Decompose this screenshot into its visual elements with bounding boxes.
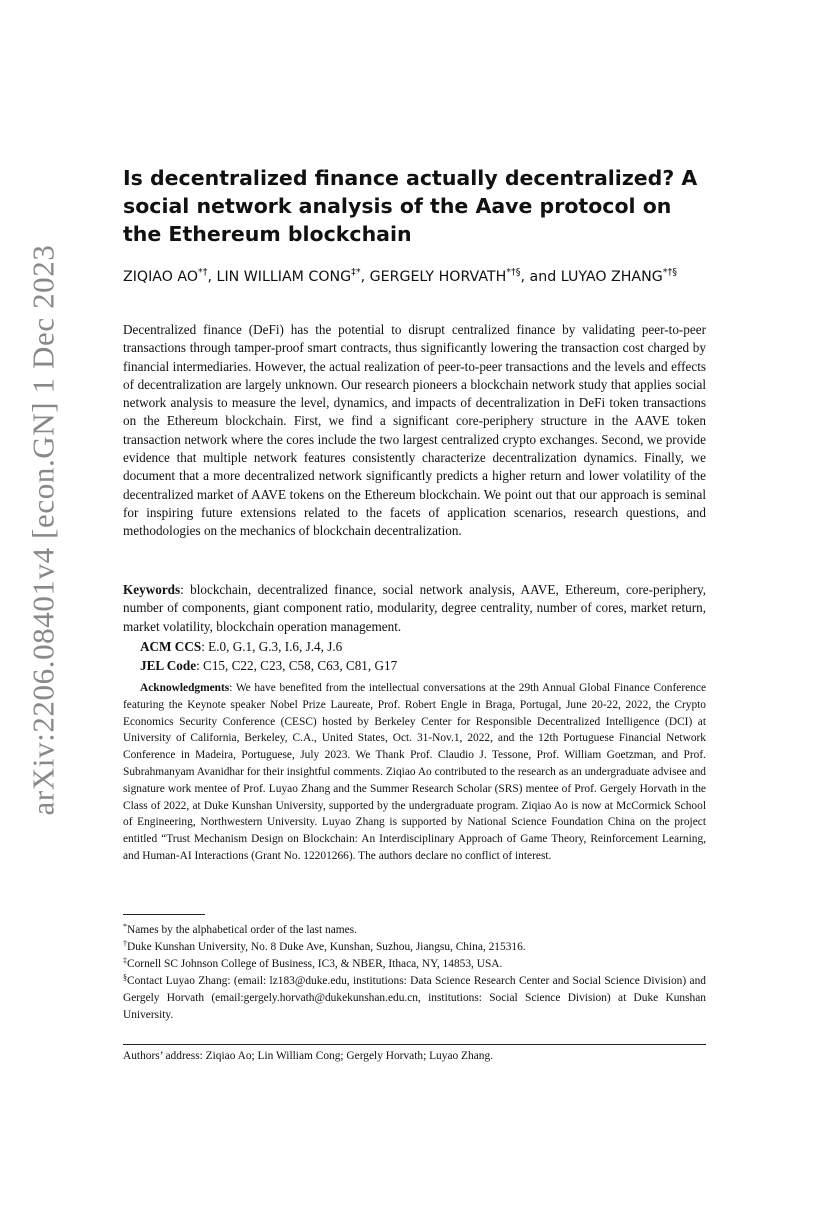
jel-code bbox=[140, 657, 397, 675]
author-name: GERGELY HORVATH bbox=[369, 269, 507, 285]
author-name: LIN WILLIAM CONG bbox=[216, 269, 352, 285]
author-name: ZIQIAO AO bbox=[123, 269, 199, 285]
keywords-text: : blockchain, decentralized finance, social network analysis, AAVE, Ethereum, core-periphery, number of components, giant component ratio, modularity, degree centrality, number of cores, market return, market volatility, blockchain operation management. bbox=[123, 582, 706, 634]
keywords bbox=[123, 581, 706, 636]
footnote bbox=[123, 922, 706, 939]
author-affiliation-marks: *† bbox=[198, 267, 208, 278]
acknowledgments-text: : We have benefited from the intellectual conversations at the 29th Annual Global Finance Conference featuring the Keynote speaker Nobel Prize Laureate, Prof. Robert Engle in Braga, Portugal, June 20-22, 2022, the Crypto Economics Security Conference (CESC) hosted by Berkeley Center for Responsible Decentralized Intelligence (DCI) at University of California, Berkeley, C.A., United States, Oct. 31-Nov.1, 2022, and the 12th Portuguese Financial Network Conference in Madeira, Portuguese, July 2023. We Thank Prof. Claudio J. Tessone, Prof. William Goetzman, and Prof. Subrahmanyam Avanidhar for their insightful comments. Ziqiao Ao contributed to the research as an undergraduate advisee and signature work mentee of Prof. Luyao Zhang and the Summer Research Scholar (SRS) mentee of Prof. Gergely Horvath in the Class of 2022, at Duke Kunshan University, supported by the undergraduate program. Ziqiao Ao is now at McCormick School of Engineering, Northwestern University. Luyao Zhang is supported by National Science Foundation China on the project entitled “Trust Mechanism Design on Blockchain: An Interdisciplinary Approach of Game Theory, Reinforcement Learning, and Human-AI Interactions (Grant No. 12201266). The authors declare no conflict of interest. bbox=[123, 682, 706, 862]
abstract: Decentralized finance (DeFi) has the potential to disrupt centralized finance by validating peer-to-peer transactions through tamper-proof smart contracts, thus significantly lowering the transaction cost charged by financial intermediaries. However, the actual realization of peer-to-peer transactions and the levels and effects of decentralization are largely unknown. Our research pioneers a blockchain network study that applies social network analysis to measure the level, dynamics, and impacts of decentralization in DeFi token transactions on the Ethereum blockchain. First, we find a significant core-periphery structure in the AAVE token transaction network where the cores include the two largest centralized crypto exchanges. Second, we provide evidence that multiple network features consistently characterize decentralization dynamics. Finally, we document that a more decentralized network significantly predicts a higher return and lower volatility of the decentralized market of AAVE tokens on the Ethereum blockchain. We point out that our approach is seminal for inspiring future extensions related to the facets of application scenarios, research questions, and methodologies on the mechanics of blockchain decentralization. bbox=[123, 322, 706, 539]
acm-ccs-text: : E.0, G.1, G.3, I.6, J.4, J.6 bbox=[201, 639, 343, 654]
footnote-divider bbox=[123, 914, 205, 915]
author-separator: , bbox=[207, 269, 217, 285]
footnote-text: Duke Kunshan University, No. 8 Duke Ave, Kunshan, Suzhou, Jiangsu, China, 215316. bbox=[127, 941, 526, 953]
acknowledgments bbox=[123, 680, 706, 865]
footnote bbox=[123, 973, 706, 1024]
jel-code-label: JEL Code bbox=[140, 658, 197, 673]
jel-code-text: : C15, C22, C23, C58, C63, C81, G17 bbox=[196, 658, 398, 673]
footnote-mark: * bbox=[123, 922, 127, 931]
author-list bbox=[123, 266, 706, 289]
author-affiliation-marks: ‡* bbox=[351, 267, 361, 278]
acm-ccs-label: ACM CCS bbox=[140, 639, 202, 654]
footnote bbox=[123, 956, 706, 973]
paper-title: Is decentralized finance actually decentralized? A social network analysis of the Aave protocol on the Ethereum blockchain bbox=[123, 166, 698, 246]
author-name: LUYAO ZHANG bbox=[560, 269, 663, 285]
footnote-mark: § bbox=[123, 973, 127, 982]
footnote bbox=[123, 939, 706, 956]
footnote-text: Cornell SC Johnson College of Business, IC3, & NBER, Ithaca, NY, 14853, USA. bbox=[127, 958, 503, 970]
author-separator: , and bbox=[520, 269, 561, 285]
footnote-mark: ‡ bbox=[123, 956, 127, 965]
keywords-label: Keywords bbox=[123, 582, 181, 597]
acm-ccs bbox=[140, 638, 342, 656]
arxiv-identifier bbox=[23, 222, 63, 838]
footnote-text: Contact Luyao Zhang: (email: lz183@duke.edu, institutions: Data Science Research Center and Social Science Division) and Gergely Horvath (email:gergely.horvath@dukekunshan.edu.cn, institutions: Social Science Division) at Duke Kunshan University. bbox=[123, 975, 706, 1021]
authors-address: Authors’ address: Ziqiao Ao; Lin William Cong; Gergely Horvath; Luyao Zhang. bbox=[123, 1050, 493, 1062]
address-divider bbox=[123, 1044, 706, 1045]
author-affiliation-marks: *†§ bbox=[506, 267, 521, 278]
footnote-text: Names by the alphabetical order of the last names. bbox=[127, 924, 357, 936]
footnotes bbox=[123, 922, 706, 1024]
author-affiliation-marks: *†§ bbox=[662, 267, 677, 278]
author-separator: , bbox=[360, 269, 370, 285]
footnote-mark: † bbox=[123, 939, 127, 948]
acknowledgments-label: Acknowledgments bbox=[140, 682, 230, 694]
arxiv-identifier-text: arXiv:2206.08401v4 [econ.GN] 1 Dec 2023 bbox=[25, 244, 61, 816]
